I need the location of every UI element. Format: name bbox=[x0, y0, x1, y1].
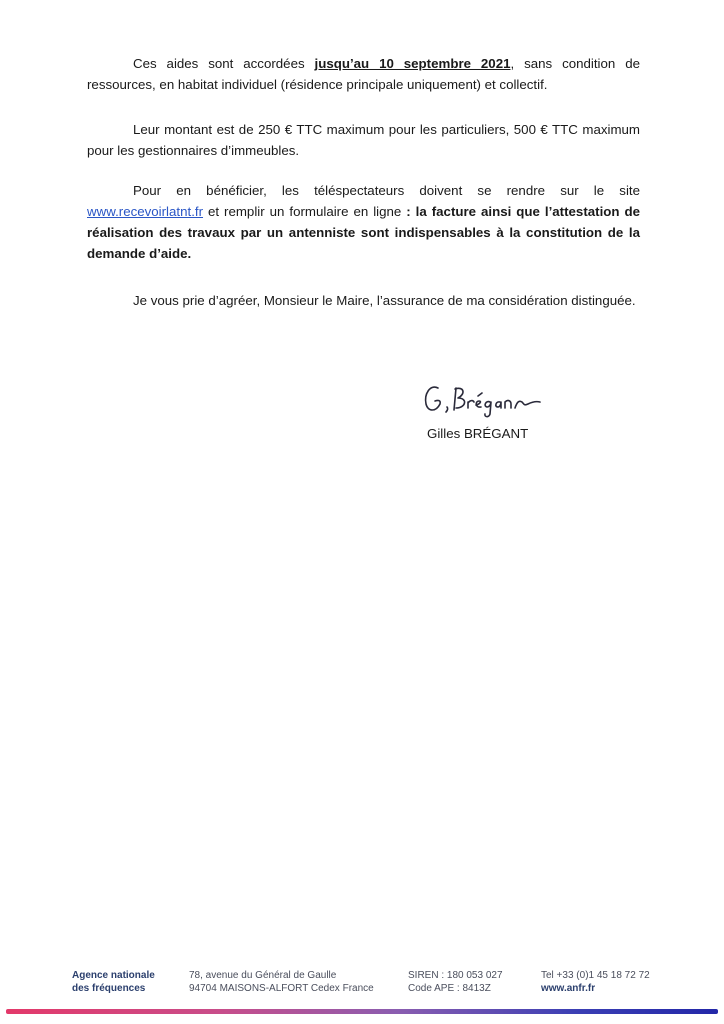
paragraph-amount-text: Leur montant est de 250 € TTC maximum pour les particuliers, 500 € TTC maximum pour les gestionnaires d’immeubles. bbox=[87, 122, 640, 158]
paragraph-deadline bbox=[87, 53, 640, 95]
paragraph-deadline-intro: Ces aides sont accordées bbox=[133, 56, 315, 71]
footer-ape-code: Code APE : 8413Z bbox=[408, 982, 491, 994]
footer-siren: SIREN : 180 053 027 bbox=[408, 970, 503, 981]
paragraph-procedure-middle: et remplir un formulaire en ligne bbox=[203, 204, 407, 219]
footer-color-band bbox=[6, 1009, 718, 1014]
footer-address-line-2: 94704 MAISONS-ALFORT Cedex France bbox=[189, 982, 374, 994]
paragraph-procedure bbox=[87, 180, 640, 264]
signer-name: Gilles BRÉGANT bbox=[427, 426, 529, 441]
paragraph-procedure-intro: Pour en bénéficier, les téléspectateurs doivent se rendre sur le site bbox=[133, 183, 640, 198]
paragraph-closing-text: Je vous prie d’agréer, Monsieur le Maire, l’assurance de ma considération distinguée. bbox=[133, 293, 636, 308]
paragraph-amount bbox=[87, 119, 640, 161]
deadline-date: jusqu’au 10 septembre 2021 bbox=[314, 56, 511, 71]
handwritten-signature bbox=[420, 374, 550, 422]
footer-address bbox=[189, 970, 374, 995]
recevoirlatnt-link[interactable]: www.recevoirlatnt.fr bbox=[87, 204, 204, 219]
paragraph-procedure-requirement: : la facture ainsi que l’attestation de réalisation des travaux par un antenniste sont indispensables à la constitution de la demande d’aide. bbox=[87, 204, 640, 261]
footer-website: www.anfr.fr bbox=[541, 982, 596, 994]
letterhead-footer bbox=[0, 970, 724, 1010]
footer-org-line-2: des fréquences bbox=[72, 982, 146, 994]
paragraph-closing bbox=[87, 290, 640, 311]
footer-registration bbox=[408, 970, 503, 995]
paragraph-deadline-rest: , sans condition de ressources, en habitat individuel (résidence principale uniquement) et collectif. bbox=[87, 56, 640, 92]
footer-phone: Tel +33 (0)1 45 18 72 72 bbox=[541, 970, 650, 981]
footer-address-line-1: 78, avenue du Général de Gaulle bbox=[189, 970, 337, 981]
footer-organization bbox=[72, 970, 155, 995]
footer-org-line-1: Agence nationale bbox=[72, 970, 155, 981]
footer-contact bbox=[541, 970, 650, 995]
